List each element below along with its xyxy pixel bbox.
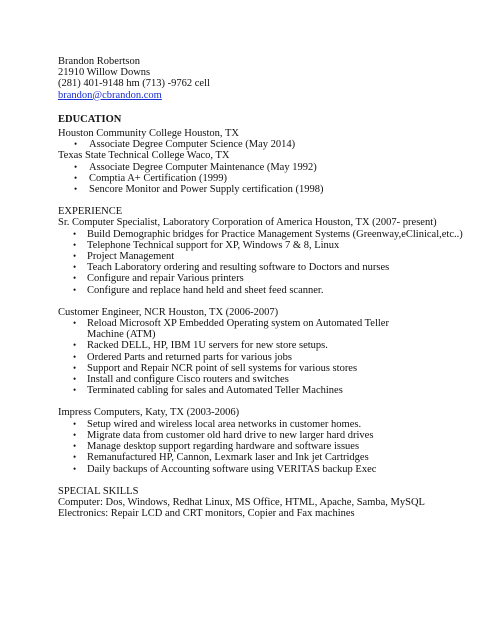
bullet-icon: • <box>73 284 77 295</box>
list-item: • Setup wired and wireless local area networks in customer homes. <box>73 418 362 430</box>
job-3-title: Impress Computers, Katy, TX (2003-2006) <box>58 407 240 419</box>
bullet-icon: • <box>73 374 77 385</box>
contact-name: Brandon Robertson <box>58 56 140 67</box>
list-item: • Configure and replace hand held and sheet feed scanner. <box>73 284 324 296</box>
bullet-icon: • <box>73 262 77 273</box>
bullet-icon: • <box>73 463 77 474</box>
job-3-list <box>58 419 478 475</box>
school-1-list <box>58 139 478 150</box>
bullet-icon: • <box>73 318 77 329</box>
list-item: • Manage desktop support regarding hardware and software issues <box>73 441 360 453</box>
bullet-icon: • <box>73 351 77 362</box>
list-item: • Telephone Technical support for XP, Windows 7 & 8, Linux <box>73 239 340 251</box>
bullet-icon: • <box>73 228 77 239</box>
job-1-list <box>58 229 478 296</box>
bullet-icon: • <box>74 139 78 150</box>
contact-email-link[interactable]: brandon@cbrandon.com <box>58 89 162 101</box>
bullet-icon: • <box>73 429 77 440</box>
list-item: • Build Demographic bridges for Practice Management Systems (Greenway,eClinical,etc..) <box>73 228 463 240</box>
bullet-icon: • <box>73 441 77 452</box>
list-item: • Remanufactured HP, Cannon, Lexmark laser and Ink jet Cartridges <box>73 452 369 464</box>
list-item: • Racked DELL, HP, IBM 1U servers for new store setups. <box>73 340 328 352</box>
job-2-list <box>58 318 478 396</box>
contact-phone: (281) 401-9148 hm (713) -9762 cell <box>58 78 210 90</box>
list-item: • Associate Degree Computer Science (May 2014) <box>74 139 296 151</box>
list-item: • Ordered Parts and returned parts for various jobs <box>73 351 292 363</box>
school-1: Houston Community College Houston, TX <box>58 128 239 140</box>
experience-heading: EXPERIENCE <box>58 206 123 218</box>
bullet-icon: • <box>73 273 77 284</box>
job-2-title: Customer Engineer, NCR Houston, TX (2006-2007) <box>58 306 279 318</box>
skills-heading: SPECIAL SKILLS <box>58 485 139 497</box>
bullet-icon: • <box>73 340 77 351</box>
list-item: • Teach Laboratory ordering and resulting software to Doctors and nurses <box>73 262 390 274</box>
list-item: • Comptia A+ Certification (1999) <box>74 172 228 184</box>
resume-content <box>58 56 478 519</box>
list-item: • Install and configure Cisco routers and switches <box>73 374 289 386</box>
list-item: • Terminated cabling for sales and Automated Teller Machines <box>73 385 343 397</box>
contact-address: 21910 Willow Downs <box>58 67 151 79</box>
bullet-icon: • <box>74 161 78 172</box>
bullet-icon: • <box>74 184 78 195</box>
school-2-list <box>58 162 478 196</box>
list-item: • Daily backups of Accounting software using VERITAS backup Exec <box>73 463 377 475</box>
list-item: • Support and Repair NCR point of sell systems for various stores <box>73 362 358 374</box>
list-item: • Sencore Monitor and Power Supply certification (1998) <box>74 184 324 196</box>
list-item: • Migrate data from customer old hard drive to new larger hard drives <box>73 429 374 441</box>
skills-computer: Computer: Dos, Windows, Redhat Linux, MS Office, HTML, Apache, Samba, MySQL <box>58 496 425 508</box>
skills-electronics: Electronics: Repair LCD and CRT monitors, Copier and Fax machines <box>58 508 355 520</box>
bullet-icon: • <box>73 362 77 373</box>
school-2: Texas State Technical College Waco, TX <box>58 150 230 162</box>
bullet-icon: • <box>73 452 77 463</box>
education-heading: EDUCATION <box>58 113 122 125</box>
job-1-title: Sr. Computer Specialist, Laboratory Corporation of America Houston, TX (2007- present) <box>58 217 437 229</box>
bullet-icon: • <box>73 251 77 262</box>
list-item: • Reload Microsoft XP Embedded Operating system on Automated Teller Machine (ATM) <box>73 318 389 341</box>
bullet-icon: • <box>73 385 77 396</box>
bullet-icon: • <box>73 239 77 250</box>
list-item: • Configure and repair Various printers <box>73 273 244 285</box>
list-item: • Project Management <box>73 251 175 263</box>
list-item: • Associate Degree Computer Maintenance (May 1992) <box>74 161 317 173</box>
bullet-icon: • <box>73 418 77 429</box>
bullet-icon: • <box>74 172 78 183</box>
